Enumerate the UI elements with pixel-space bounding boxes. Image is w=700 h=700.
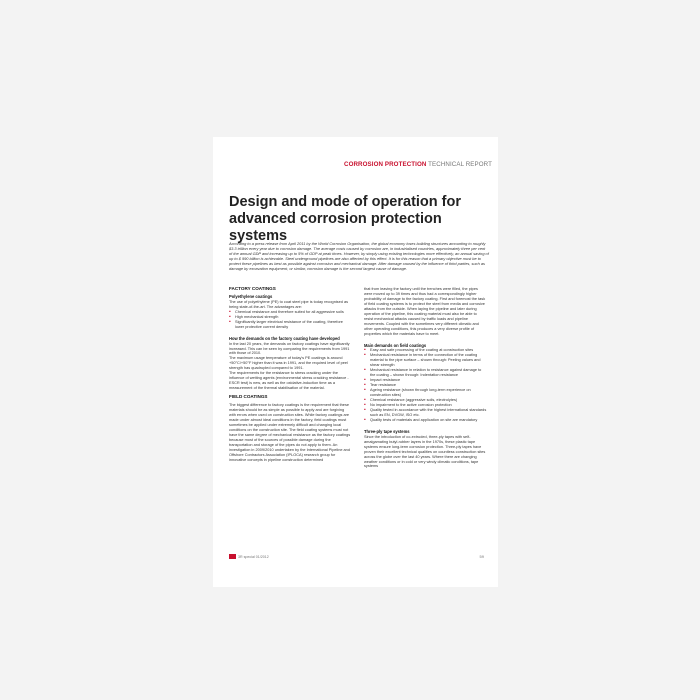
document-page xyxy=(213,137,498,587)
list-item: ■ Mechanical resistance in terms of the connection of the coating material to the pipe surface – shown through: Peeling values and shear strength xyxy=(370,353,487,368)
heading-three-ply: Three-ply tape systems xyxy=(364,428,410,434)
section-label: CORROSION PROTECTION xyxy=(344,161,427,168)
list-item: ■ No impairment to the active corrosion protection xyxy=(370,403,487,408)
paragraph: Since the introduction of co-extruded, three-ply tapes with self-amalgamating butyl-rubber layers in the 1970s, these plastic tape systems ensure long-term corrosion protection. Three-ply tapes have proven their excellent technical qualities on countless construction sites across the globe over the last 40 years. Where there are changing weather conditions or in cold or very windy climatic conditions, tape systems xyxy=(364,434,486,469)
list-item: ■ Chemical resistance and therefore suited for all aggressive soils xyxy=(235,310,352,315)
heading-polyethylene: Polyethylene coatings xyxy=(229,293,273,299)
list-item: ■ Mechanical resistance in relation to resistance against damage to the coating – shown through: Indentation resistance xyxy=(370,368,487,378)
paragraph: The biggest difference to factory coatings is the requirement that these materials should be as simple as possible to apply and are forgiving with errors when used on construction sites. While factory coatings are made under almost ideal conditions in the factory, field coatings must sometimes be applied under extremely difficult and changing local conditions on the construction site. The field coating systems must not have the same degree of mechanical resistance as the factory coatings because most of the sources of possible damage during the transportation and storage of the pipes do not apply to them. An investigation in 2009/2010 undertaken by the International Pipeline and Offshore Contractors Association (IPLOCA) research group for innovative concepts in pipeline construction determined xyxy=(229,403,351,462)
list-item: ■ Tear resistance xyxy=(370,383,487,388)
article-intro: According to a press release from April 2011 by the World Corrosion Organisation, the global economy loses building structures amounting to roughly $3.3 trillion every year due to corrosion damage. The average costs caused by corrosion are, in industrialised countries, approximately three per cent of the annual GDP and increasing up to 5% of GDP at peak times. However, by simply using existing technologies more effectively, an annual saving of up to $ 990 billion is achievable. Steel underground pipelines are also affected by this effect. It is for this reason that a primary objective must be to protect these pipelines as best as possible against corrosion and mechanical damage. After damage caused by the influence of third parties, such as damage by excavation equipment, or similar, corrosion damage is the second largest cause of damage. xyxy=(229,241,489,271)
publication-label: 3R special 01/2012 xyxy=(238,554,269,559)
page-footer xyxy=(229,554,269,559)
right-column xyxy=(364,287,487,469)
paragraph: that from leaving the factory until the trenches were filled, the pipes were moved up to 39 times and thus had a correspondingly higher probability of damage to the factory coating. First and foremost the task of field coating systems is to protect the steel from media and corrosive attacks from the outside. When laying the pipeline and later during operation of the pipeline, this coating material must also be able to resist mechanical attacks caused by traffic loads and pipeline movements. Coupled with the sometimes very different climatic and other operating conditions, this produces a very diverse profile of properties which the materials have to meet. xyxy=(364,287,486,336)
bullet-list xyxy=(229,310,352,330)
bullet-list xyxy=(364,348,487,422)
page-number: 59 xyxy=(479,554,484,559)
list-item: ■ High mechanical strength xyxy=(235,315,352,320)
report-label: TECHNICAL REPORT xyxy=(428,161,492,168)
heading-demands: How the demands on the factory coating have developed xyxy=(229,335,340,341)
list-item: ■ Easy and safe processing of the coating at construction sites xyxy=(370,348,487,353)
paragraph: In the last 20 years, the demands on factory coatings have significantly increased. This can be seen by comparing the requirements from 1991 with those of 2010. xyxy=(229,341,350,356)
paragraph: The use of polyethylene (PE) to coat steel pipe is today recognised as being state-of-the-art. The advantages are: xyxy=(229,299,349,309)
heading-main-demands: Main demands on field coatings xyxy=(364,342,427,348)
list-item: ■ Ageing resistance (shown through long-term experience on construction sites) xyxy=(370,388,487,398)
list-item: ■ Chemical resistance (aggressive soils, electrolytes) xyxy=(370,398,487,403)
heading-factory-coatings: FACTORY COATINGS xyxy=(229,286,276,291)
article-title: Design and mode of operation for advanced corrosion protection systems xyxy=(229,194,462,244)
paragraph: The maximum usage temperature of today's PE coatings is around +50°C/+50°F higher than it was in 1991, and the required level of peel strength has quadrupled compared to 1991. xyxy=(229,356,348,371)
running-header xyxy=(344,161,492,168)
paragraph: The requirements for the resistance to stress cracking under the influence of wetting agents (environmental stress cracking resistance - ESCR test) is new, as well as the oxidative-induction time as a measurement of the thermal stabilisation of the material. xyxy=(229,371,349,391)
list-item: ■ Quality tests of materials and application on site are mandatory xyxy=(370,418,487,423)
list-item: ■ Quality tested in accordance with the highest international standards such as EN, DVGW, ISO etc. xyxy=(370,408,487,418)
list-item: ■ Significantly larger electrical resistance of the coating, therefore lower protective current density xyxy=(235,320,352,330)
heading-field-coatings: FIELD COATINGS xyxy=(229,394,268,400)
left-column xyxy=(229,287,352,463)
publisher-logo-icon xyxy=(229,554,236,559)
list-item: ■ Impact resistance xyxy=(370,378,487,383)
